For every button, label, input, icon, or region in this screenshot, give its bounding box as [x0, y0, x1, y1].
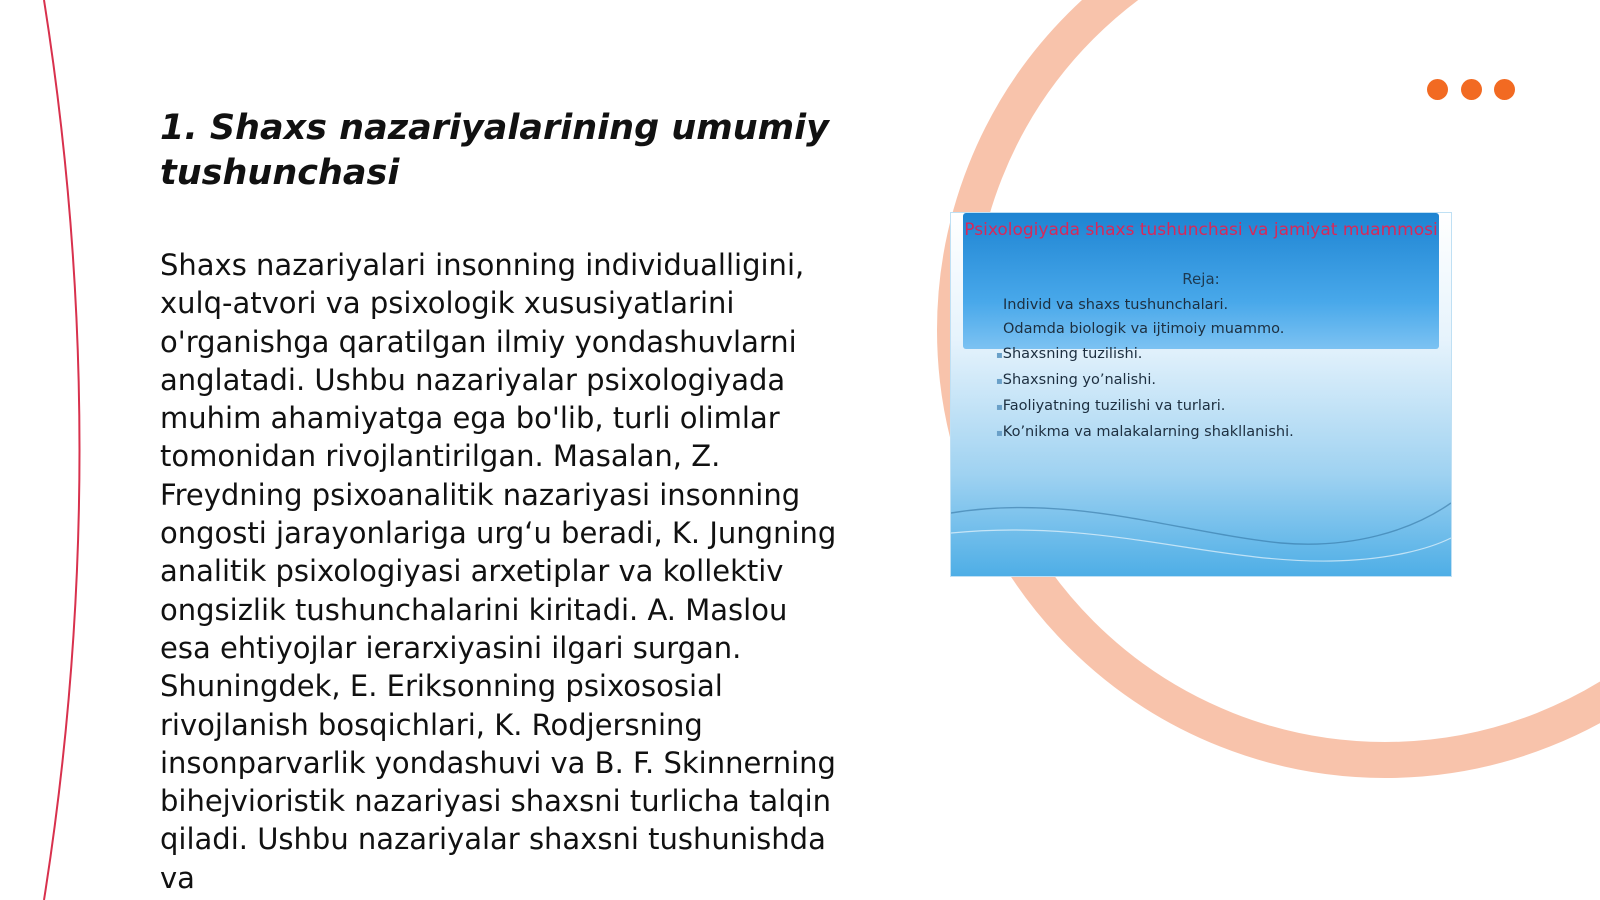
dot-icon [1461, 79, 1482, 100]
three-dots-icon [1427, 79, 1515, 101]
embedded-slide-subtitle: Reja: [1182, 270, 1220, 288]
slide-title: 1. Shaxs nazariyalarining umumiy tushunchasi [160, 108, 829, 193]
embedded-slide-list [1003, 293, 1294, 447]
list-item: ▪ Ko’nikma va malakalarning shakllanishi. [1003, 420, 1294, 446]
list-item: Individ va shaxs tushunchalari. [1003, 297, 1229, 313]
embedded-slide-title: Psixologiyada shaxs tushunchasi va jamiyat muammosi [964, 220, 1438, 240]
slide-body-text: Shaxs nazariyalari insonning individualligini, xulq-atvori va psixologik xususiyatlarini o'rganishga qaratilgan ilmiy yondashuvlarni anglatadi. Ushbu nazariyalar psixologiyada muhim ahamiyatga ega bo'lib, turli olimlar tomonidan rivojlantirilgan. Masalan, Z. Freydning psixoanalitik nazariyasi insonning ongosti jarayonlariga urg‘u beradi, K. Jungning analitik psixologiyasi arxetiplar va kollektiv ongsizlik tushunchalarini kiritadi. A. Maslou esa ehtiyojlar ierarxiyasini ilgari surgan. Shuningdek, E. Eriksonning psixososial rivojlanish bosqichlari, K. Rodjersning insonparvarlik yondashuvi va B. F. Skinnerning bihejvioristik nazariyasi shaxsni turlicha talqin qiladi. Ushbu nazariyalar shaxsni tushunishda va [160, 248, 837, 895]
left-curve-line [44, 0, 80, 900]
embedded-slide-image [950, 212, 1452, 577]
list-item: ▪ Shaxsning tuzilishi. [1003, 342, 1294, 368]
list-item: ▪ Shaxsning yo’nalishi. [1003, 368, 1294, 394]
dot-icon [1494, 79, 1515, 100]
dot-icon [1427, 79, 1448, 100]
list-item: Odamda biologik va ijtimoiy muammo. [1003, 321, 1285, 338]
list-item: ▪ Faoliyatning tuzilishi va turlari. [1003, 394, 1294, 420]
